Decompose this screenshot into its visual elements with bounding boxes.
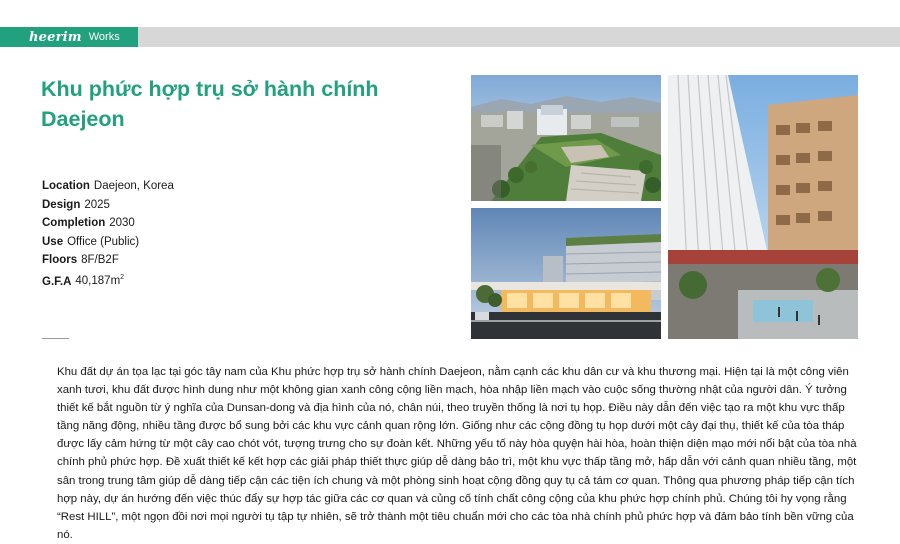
project-title-line-1: Khu phức hợp trụ sở hành chính — [41, 77, 379, 101]
info-location — [42, 177, 342, 196]
info-key: Location — [42, 180, 90, 192]
info-key: G.F.A — [42, 275, 72, 288]
info-key: Floors — [42, 254, 78, 266]
info-key: Design — [42, 198, 81, 211]
aerial-park-image — [471, 75, 661, 201]
divider — [42, 338, 69, 339]
info-design — [42, 196, 342, 215]
info-value: 2025 — [84, 198, 110, 211]
street-view-rendering — [471, 208, 661, 339]
info-key: Use — [42, 235, 64, 248]
aerial-park-rendering — [471, 75, 661, 201]
project-description: Khu đất dự án tọa lạc tại góc tây nam của Khu phức hợp trụ sở hành chính Daejeon, nằm cạnh các khu dân cư và khu thương mại. Hiện tại là một công viên xanh tươi, khu đất được hình dung như một không gian xanh công cộng liền mạch, hòa nhập liền mạch vào cuộc sống thường nhật của người dân. Ý tưởng thiết kế bắt nguồn từ ý nghĩa của Dunsan-dong và địa hình của nó, chân núi, theo truyền thống là nơi tụ họp. Điều này dẫn đến việc tạo ra một khu vực thấp tầng năng động, nhiều tầng được bổ sung bởi các khu vực cảnh quan rộng lớn. Giống như các cộng đồng tụ họp dưới một cây đại thụ, thiết kế của tòa tháp được lấy cảm hứng từ một cây cao chót vót, tượng trưng cho sự đoàn kết. Những yếu tố này hòa quyện hài hòa, hoàn thiện diện mạo mới nổi bật của tòa nhà chính phủ phức hợp. Đề xuất thiết kế kết hợp các giải pháp thiết thực giúp dễ dàng bảo trì, một khu vực thấp tầng mở, hấp dẫn với cảnh quan nhiều tầng, một sân trong trung tâm giúp dễ dàng tiếp cận các tiện ích chung và một phòng sinh hoạt cộng đồng quy tụ cả tám cơ quan. Thông qua phương pháp tiếp cận tích hợp này, dự án hướng đến việc thúc đẩy sự hợp tác giữa các cơ quan và củng cố tính chất công cộng của khu phức hợp chính phủ. Chúng tôi hy vọng rằng “Rest HILL”, một ngọn đồi nơi mọi người tụ tập tự nhiên, sẽ trở thành một tiêu chuẩn mới cho các tòa nhà chính phủ phức hợp và đảm bảo tính bền vững của nó. — [57, 366, 857, 541]
info-key: Completion — [42, 217, 106, 229]
project-info-list — [42, 177, 342, 291]
brand-tab — [0, 27, 138, 47]
gfa-number: 40,187m — [75, 275, 121, 288]
info-completion — [42, 214, 342, 233]
gfa-unit-superscript: 2 — [120, 274, 125, 282]
info-value — [75, 275, 124, 287]
tower-atrium-rendering — [668, 75, 858, 339]
info-value: 8F/B2F — [81, 254, 119, 266]
tower-atrium-image — [668, 75, 858, 339]
info-gfa — [42, 270, 342, 291]
street-view-image — [471, 208, 661, 339]
info-use — [42, 233, 342, 252]
section-label: Works — [88, 31, 120, 43]
heerim-logo: heerim — [29, 29, 82, 45]
info-value: 2030 — [109, 217, 135, 229]
info-floors — [42, 251, 342, 270]
project-title-line-2: Daejeon — [41, 107, 125, 131]
info-value: Daejeon, Korea — [93, 180, 174, 192]
project-title — [41, 74, 441, 134]
info-value: Office (Public) — [67, 235, 140, 248]
